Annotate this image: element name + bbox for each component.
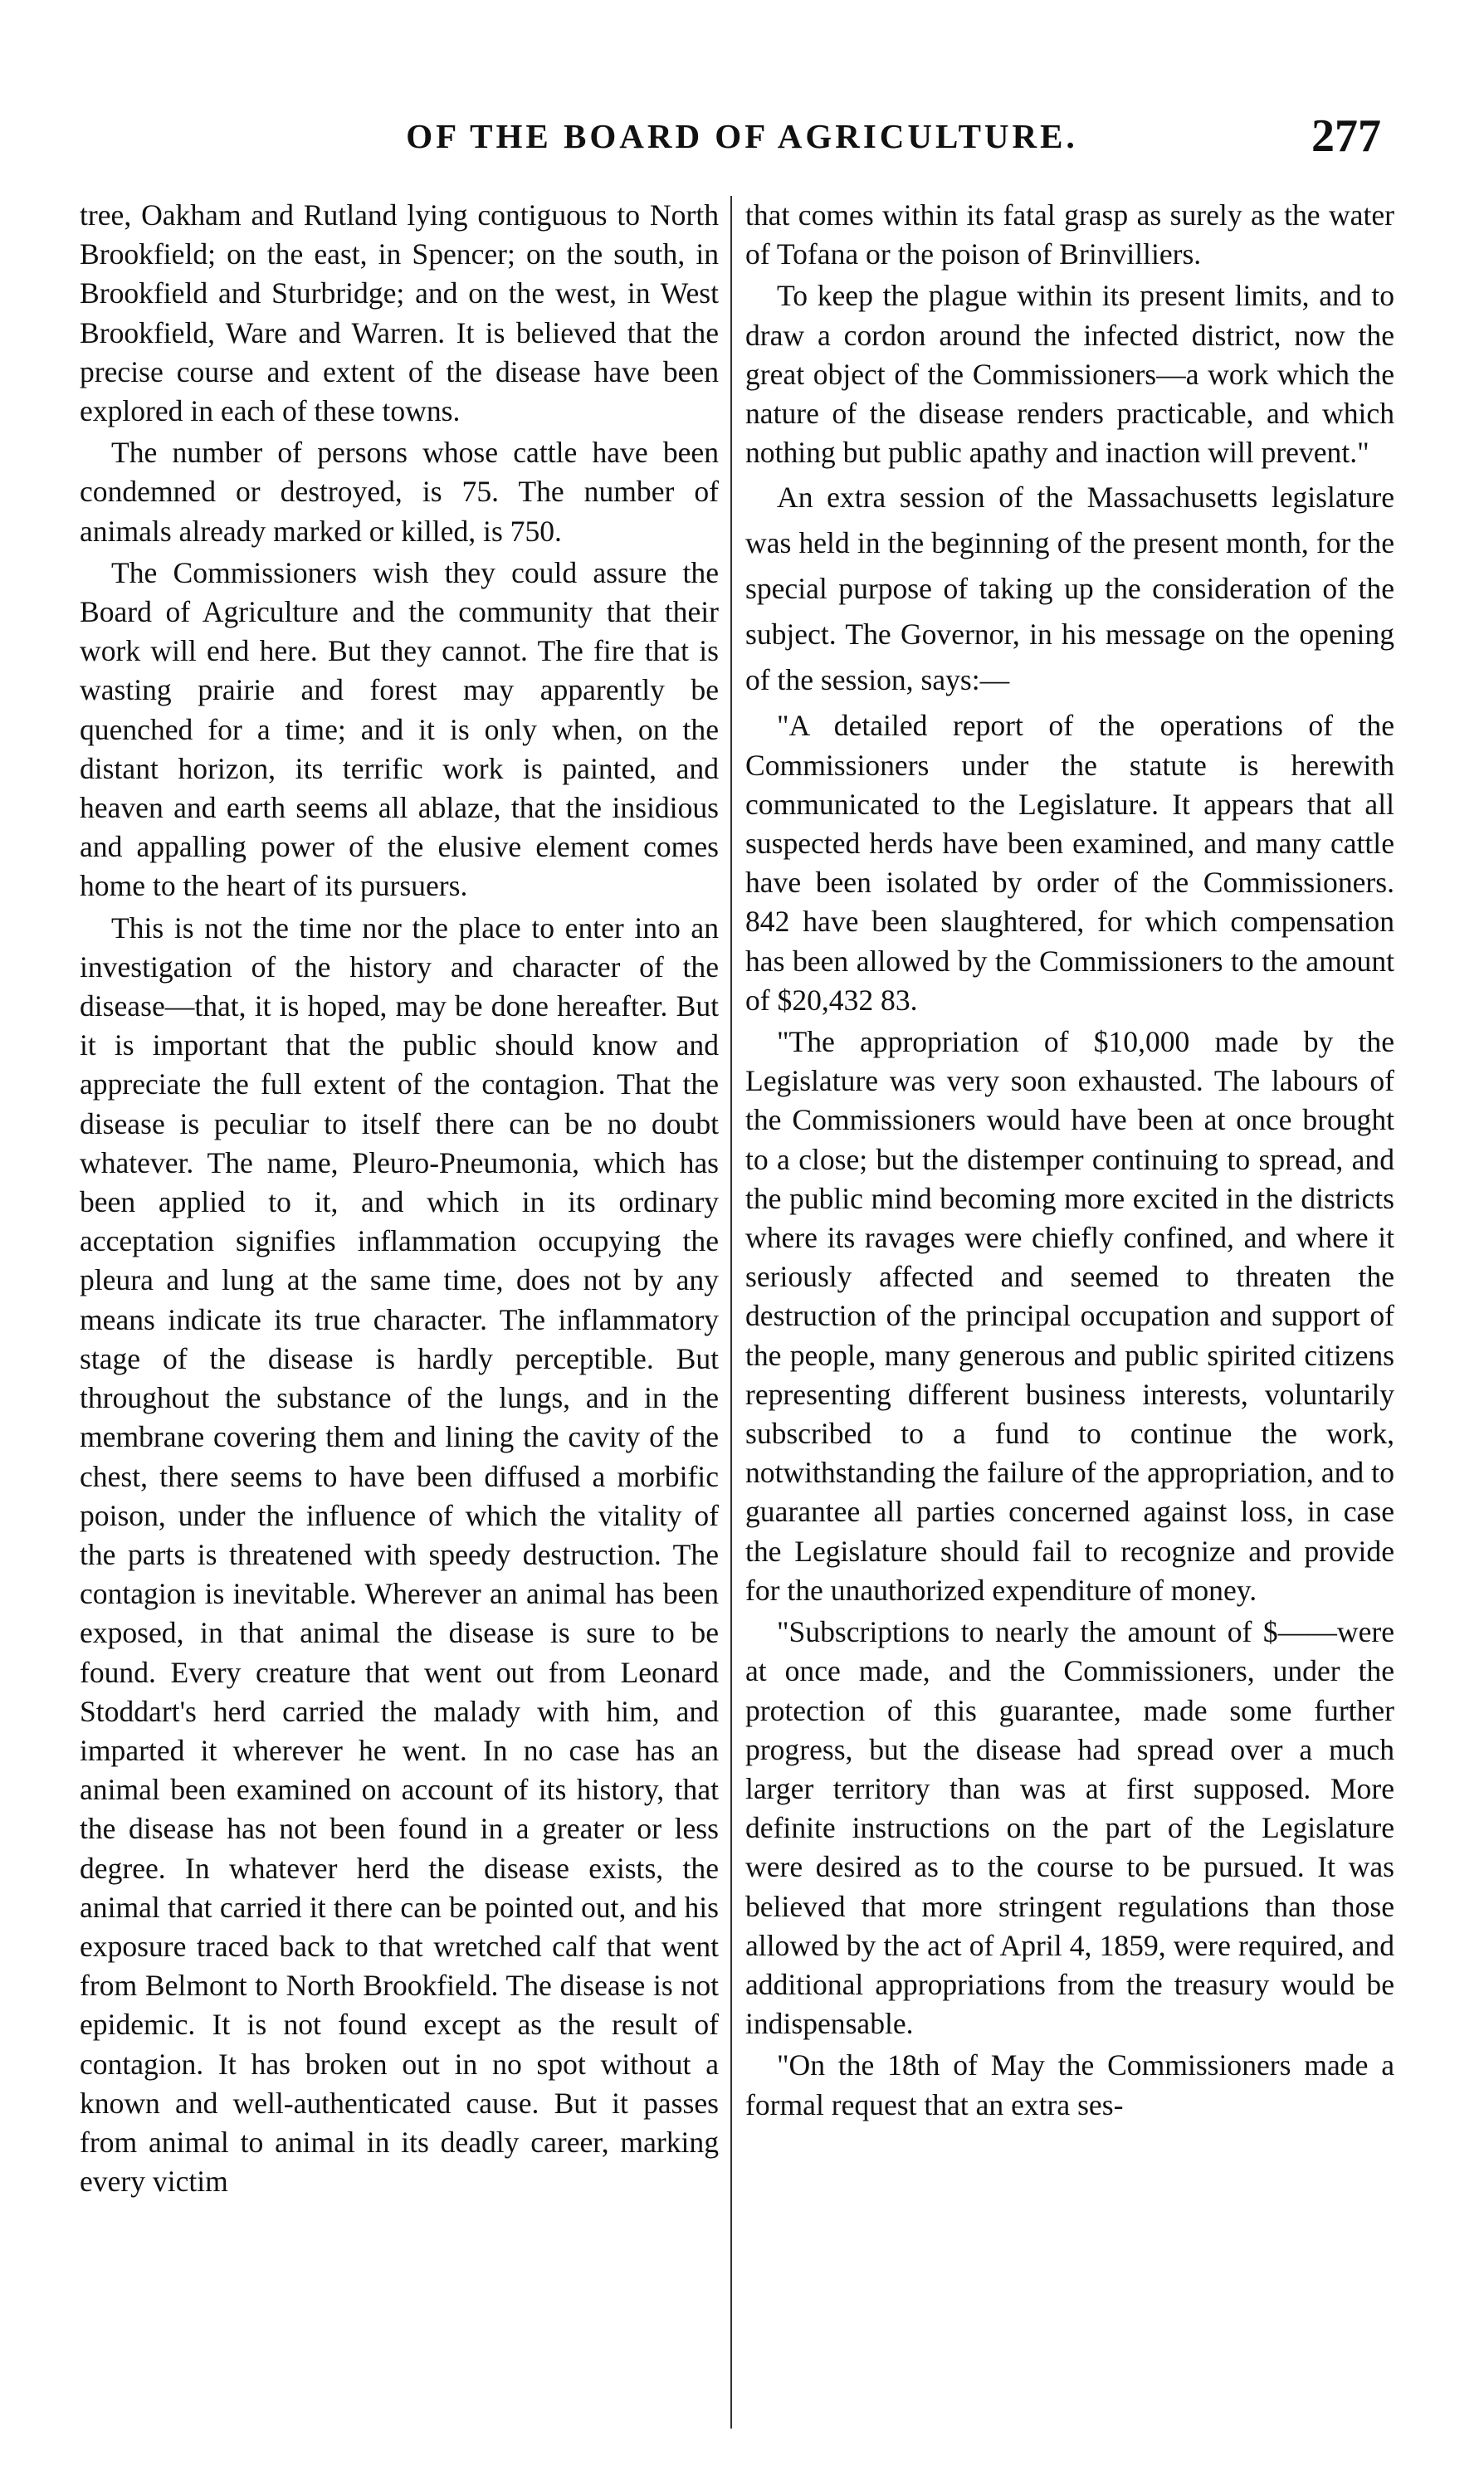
- column-divider: [730, 196, 732, 2429]
- paragraph: "Subscriptions to nearly the amount of $——were at once made, and the Commissioners, under the protection of this guarantee, made some further progress, but the disease had spread over a much larger territory than was at first supposed. More definite instructions on the part of the Legislature were desired as to the course to be pursued. It was believed that more stringent regulations than those allowed by the act of April 4, 1859, were required, and additional appropriations from the treasury would be indispensable.: [745, 1615, 1394, 2041]
- paragraph: The Commissioners wish they could assure the Board of Agriculture and the community that their work will end here. But they cannot. The fire that is wasting prairie and forest may apparently be quenched for a time; and it is only when, on the distant horizon, its terrific work is painted, and heaven and earth seems all ablaze, that the insidious and appalling power of the elusive element comes home to the heart of its pursuers.: [80, 555, 719, 903]
- paragraph: that comes within its fatal grasp as surely as the water of Tofana or the poison of Brinvilliers.: [745, 198, 1394, 271]
- paragraph: The number of persons whose cattle have been condemned or destroyed, is 75. The number of animals already marked or killed, is 750.: [80, 436, 719, 548]
- right-column: [745, 196, 1394, 2127]
- left-column: [80, 196, 719, 2204]
- paragraph: "On the 18th of May the Commissioners made a formal request that an extra ses-: [745, 2048, 1394, 2121]
- paragraph: tree, Oakham and Rutland lying contiguous to North Brookfield; on the east, in Spencer; on the south, in Brookfield and Sturbridge; and on the west, in West Brookfield, Ware and Warren. It is believed that the precise course and extent of the disease have been explored in each of these towns.: [80, 198, 719, 428]
- running-title: OF THE BOARD OF AGRICULTURE.: [406, 117, 1078, 155]
- paragraph: To keep the plague within its present limits, and to draw a cordon around the infected district, now the great object of the Commissioners—a work which the nature of the disease renders practicable, and which nothing but public apathy and inaction will prevent.": [745, 279, 1394, 470]
- paragraph: This is not the time nor the place to enter into an investigation of the history and character of the disease—that, it is hoped, may be done hereafter. But it is important that the public should know and appreciate the full extent of the contagion. That the disease is peculiar to itself there can be no doubt whatever. The name, Pleuro-Pneumonia, which has been applied to it, and which in its ordinary acceptation signifies inflammation occupying the pleura and lung at the same time, does not by any means indicate its true character. The inflammatory stage of the disease is hardly perceptible. But throughout the substance of the lungs, and in the membrane covering them and lining the cavity of the chest, there seems to have been diffused a morbific poison, under the influence of which the vitality of the parts is threatened with speedy destruction. The contagion is inevitable. Wherever an animal has been exposed, in that animal the disease is sure to be found. Every creature that went out from Leonard Stoddart's herd carried the malady with him, and imparted it wherever he went. In no case has an animal been examined on account of its history, that the disease has not been found in a greater or less degree. In whatever herd the disease exists, the animal that carried it there can be pointed out, and his exposure traced back to that wretched calf that went from Belmont to North Brookfield. The disease is not epidemic. It is not found except as the result of contagion. It has broken out in no spot without a known and well-authenticated cause. But it passes from animal to animal in its deadly career, marking every victim: [80, 910, 719, 2199]
- page-number: 277: [1311, 110, 1381, 162]
- running-head: [0, 110, 1484, 168]
- paragraph: "The appropriation of $10,000 made by the Legislature was very soon exhausted. The labours of the Commissioners would have been at once brought to a close; but the distemper continuing to spread, and the public mind becoming more excited in the districts where its ravages were chiefly confined, and where it seriously affected and seemed to threaten the destruction of the principal occupation and support of the people, many generous and public spirited citizens representing different business interests, voluntarily subscribed to a fund to continue the work, notwithstanding the failure of the appropriation, and to guarantee all parties concerned against loss, in case the Legislature should fail to recognize and provide for the unauthorized expenditure of money.: [745, 1025, 1394, 1607]
- paragraph: An extra session of the Massachusetts legislature was held in the beginning of the present month, for the special purpose of taking up the consideration of the subject. The Governor, in his message on the opening of the session, says:—: [745, 481, 1394, 697]
- paragraph: "A detailed report of the operations of the Commissioners under the statute is herewith communicated to the Legislature. It appears that all suspected herds have been examined, and many cattle have been isolated by order of the Commissioners. 842 have been slaughtered, for which compensation has been allowed by the Commissioners to the amount of $20,432 83.: [745, 709, 1394, 1017]
